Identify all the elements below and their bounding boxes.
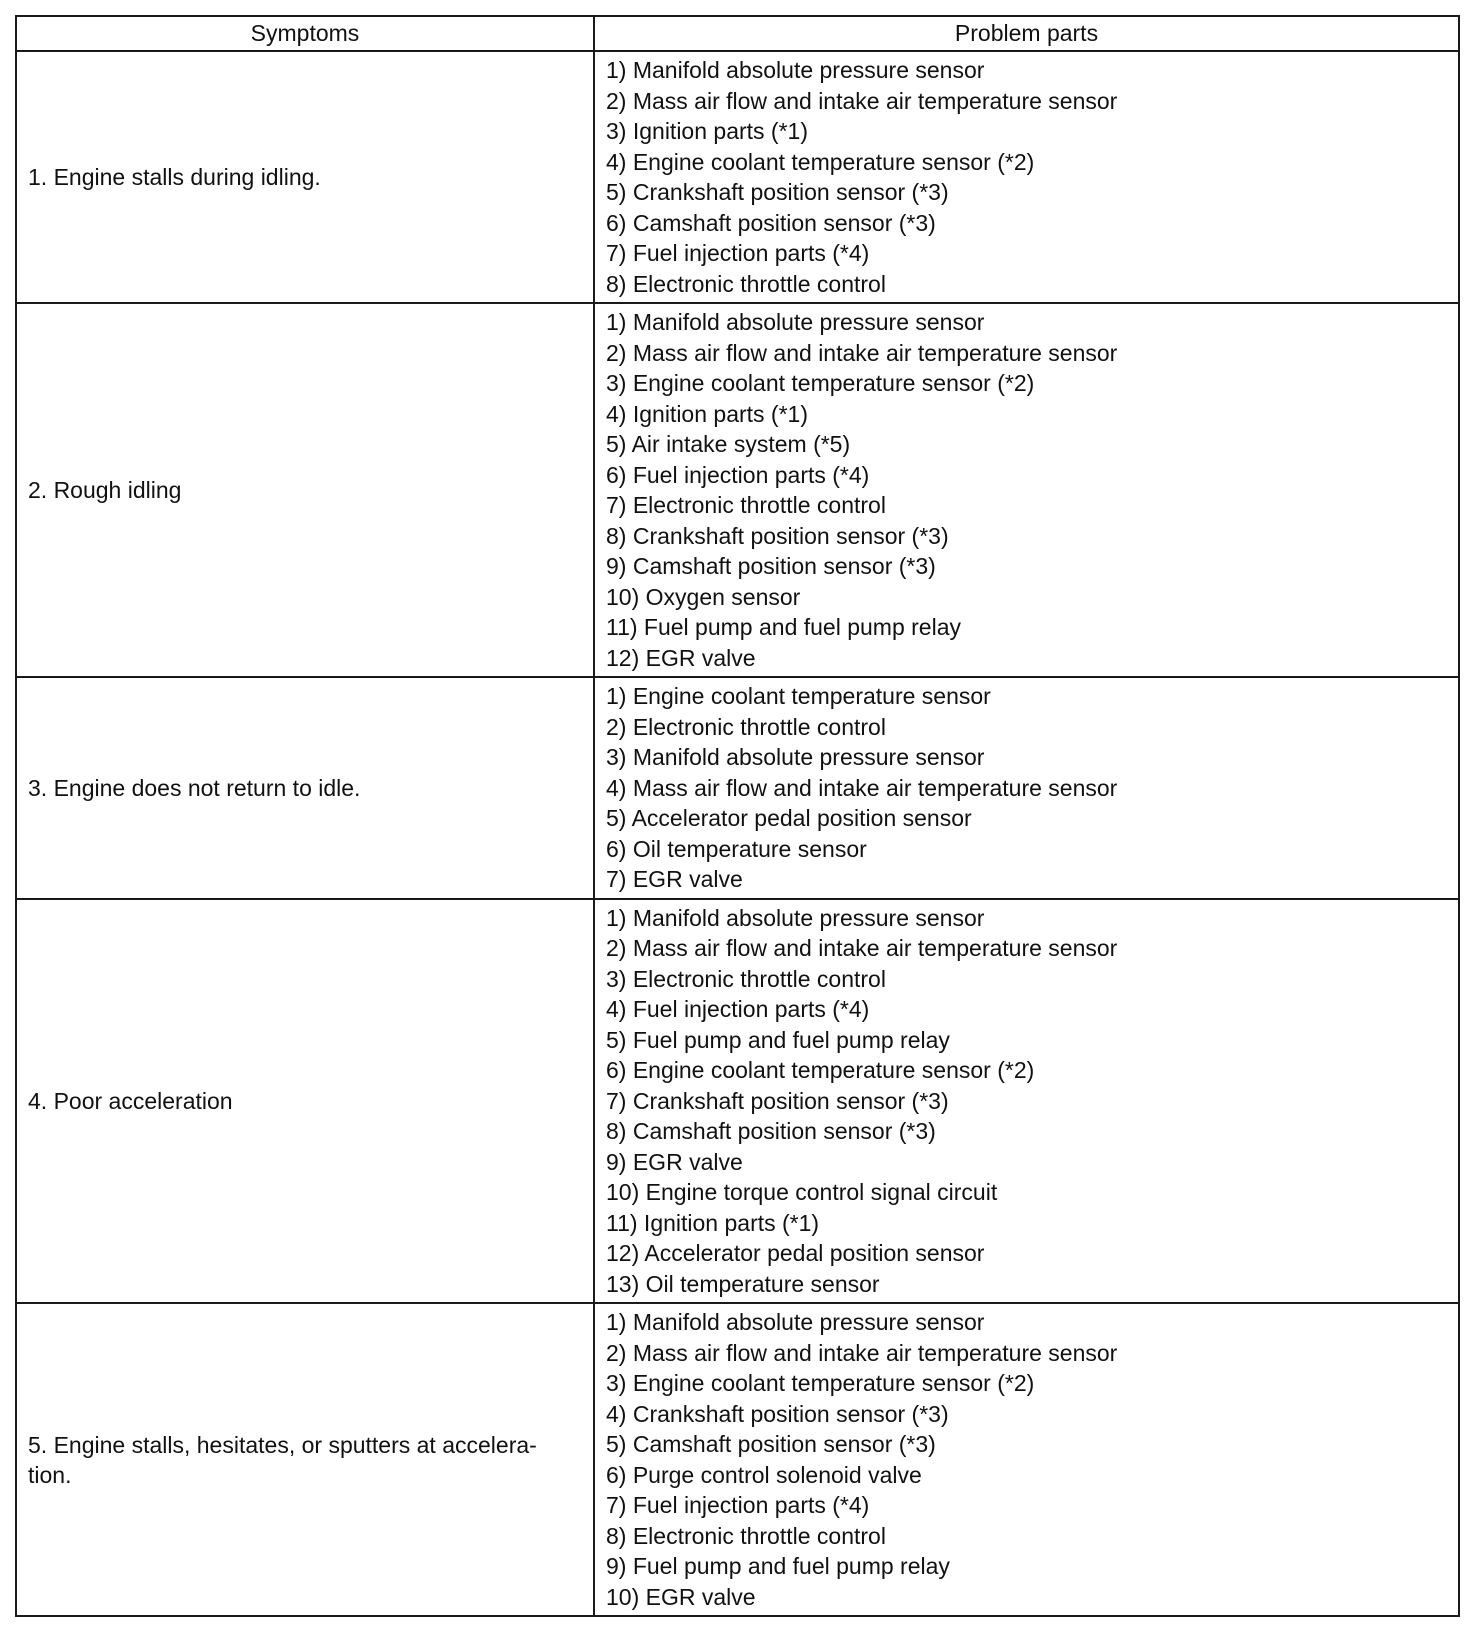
problem-part-item: 1) Manifold absolute pressure sensor — [606, 57, 985, 83]
problem-part-item: 1) Manifold absolute pressure sensor — [606, 309, 985, 335]
problem-part-item: 8) Crankshaft position sensor (*3) — [606, 522, 949, 549]
problem-part-item: 2) Mass air flow and intake air temperature sensor — [606, 935, 1118, 961]
symptom-cell: 4. Poor acceleration — [16, 899, 594, 1304]
problem-part-item: 12) EGR valve — [606, 644, 756, 671]
problem-part-item: 7) EGR valve — [606, 866, 743, 892]
problem-part-item: 2) Mass air flow and intake air temperature sensor — [606, 339, 1118, 366]
problem-part-item: 6) Oil temperature sensor — [606, 835, 867, 862]
problem-part-item: 10) EGR valve — [606, 1583, 756, 1610]
problem-part-item: 4) Ignition parts (*1) — [606, 400, 808, 427]
problem-parts-header: Problem parts — [594, 16, 1459, 51]
problem-part-item: 2) Mass air flow and intake air temperature sensor — [606, 1339, 1118, 1366]
problem-parts-list — [606, 903, 1448, 1300]
table-row — [16, 303, 1459, 677]
problem-part-item: 1) Manifold absolute pressure sensor — [606, 1309, 985, 1335]
problem-part-item: 4) Mass air flow and intake air temperature sensor — [606, 774, 1118, 801]
problem-part-item: 9) Camshaft position sensor (*3) — [606, 553, 936, 579]
problem-part-item: 3) Electronic throttle control — [606, 965, 886, 992]
problem-parts-cell — [594, 899, 1459, 1304]
symptoms-header: Symptoms — [16, 16, 594, 51]
problem-part-item: 6) Engine coolant temperature sensor (*2) — [606, 1057, 1035, 1083]
problem-part-item: 6) Fuel injection parts (*4) — [606, 461, 870, 488]
symptoms-table — [15, 15, 1460, 1617]
problem-part-item: 11) Fuel pump and fuel pump relay — [606, 614, 961, 640]
problem-part-item: 8) Electronic throttle control — [606, 1522, 886, 1549]
problem-part-item: 4) Fuel injection parts (*4) — [606, 996, 870, 1022]
table-row — [16, 899, 1459, 1304]
problem-part-item: 5) Crankshaft position sensor (*3) — [606, 179, 949, 205]
problem-part-item: 3) Ignition parts (*1) — [606, 118, 808, 144]
problem-parts-cell — [594, 303, 1459, 677]
problem-part-item: 1) Engine coolant temperature sensor — [606, 683, 991, 709]
symptom-cell: 3. Engine does not return to idle. — [16, 677, 594, 899]
problem-part-item: 4) Engine coolant temperature sensor (*2) — [606, 148, 1035, 175]
problem-part-item: 5) Camshaft position sensor (*3) — [606, 1431, 936, 1457]
symptom-cell: 5. Engine stalls, hesitates, or sputters at accelera- tion. — [16, 1303, 594, 1616]
problem-part-item: 9) Fuel pump and fuel pump relay — [606, 1553, 950, 1579]
problem-part-item: 2) Electronic throttle control — [606, 713, 886, 740]
problem-parts-cell — [594, 677, 1459, 899]
problem-part-item: 7) Fuel injection parts (*4) — [606, 240, 870, 266]
problem-part-item: 6) Camshaft position sensor (*3) — [606, 209, 936, 236]
problem-part-item: 5) Accelerator pedal position sensor — [606, 805, 972, 831]
problem-part-item: 7) Crankshaft position sensor (*3) — [606, 1087, 949, 1114]
symptom-cell: 1. Engine stalls during idling. — [16, 51, 594, 303]
problem-part-item: 6) Purge control solenoid valve — [606, 1461, 922, 1488]
problem-part-item: 3) Engine coolant temperature sensor (*2) — [606, 1370, 1035, 1396]
problem-part-item: 9) EGR valve — [606, 1148, 743, 1175]
problem-parts-cell — [594, 1303, 1459, 1616]
problem-part-item: 2) Mass air flow and intake air temperature sensor — [606, 87, 1118, 114]
problem-part-item: 3) Manifold absolute pressure sensor — [606, 744, 985, 770]
problem-part-item: 10) Engine torque control signal circuit — [606, 1179, 998, 1205]
problem-part-item: 11) Ignition parts (*1) — [606, 1209, 820, 1236]
problem-parts-list — [606, 307, 1448, 673]
problem-part-item: 8) Camshaft position sensor (*3) — [606, 1118, 936, 1144]
problem-part-item: 8) Electronic throttle control — [606, 270, 886, 297]
header-row — [16, 16, 1459, 51]
problem-part-item: 3) Engine coolant temperature sensor (*2) — [606, 370, 1035, 396]
problem-part-item: 1) Manifold absolute pressure sensor — [606, 904, 985, 931]
table-body — [16, 51, 1459, 1616]
table-row — [16, 1303, 1459, 1616]
problem-part-item: 13) Oil temperature sensor — [606, 1270, 880, 1297]
problem-part-item: 12) Accelerator pedal position sensor — [606, 1240, 985, 1266]
problem-parts-cell — [594, 51, 1459, 303]
problem-part-item: 4) Crankshaft position sensor (*3) — [606, 1400, 949, 1427]
problem-parts-list — [606, 1307, 1448, 1612]
table-row — [16, 677, 1459, 899]
problem-part-item: 7) Fuel injection parts (*4) — [606, 1492, 870, 1518]
problem-part-item: 5) Fuel pump and fuel pump relay — [606, 1026, 950, 1053]
problem-parts-list — [606, 681, 1448, 895]
symptom-cell: 2. Rough idling — [16, 303, 594, 677]
problem-part-item: 5) Air intake system (*5) — [606, 431, 851, 457]
table-row — [16, 51, 1459, 303]
problem-part-item: 7) Electronic throttle control — [606, 492, 886, 518]
problem-parts-list — [606, 55, 1448, 299]
problem-part-item: 10) Oxygen sensor — [606, 583, 801, 610]
